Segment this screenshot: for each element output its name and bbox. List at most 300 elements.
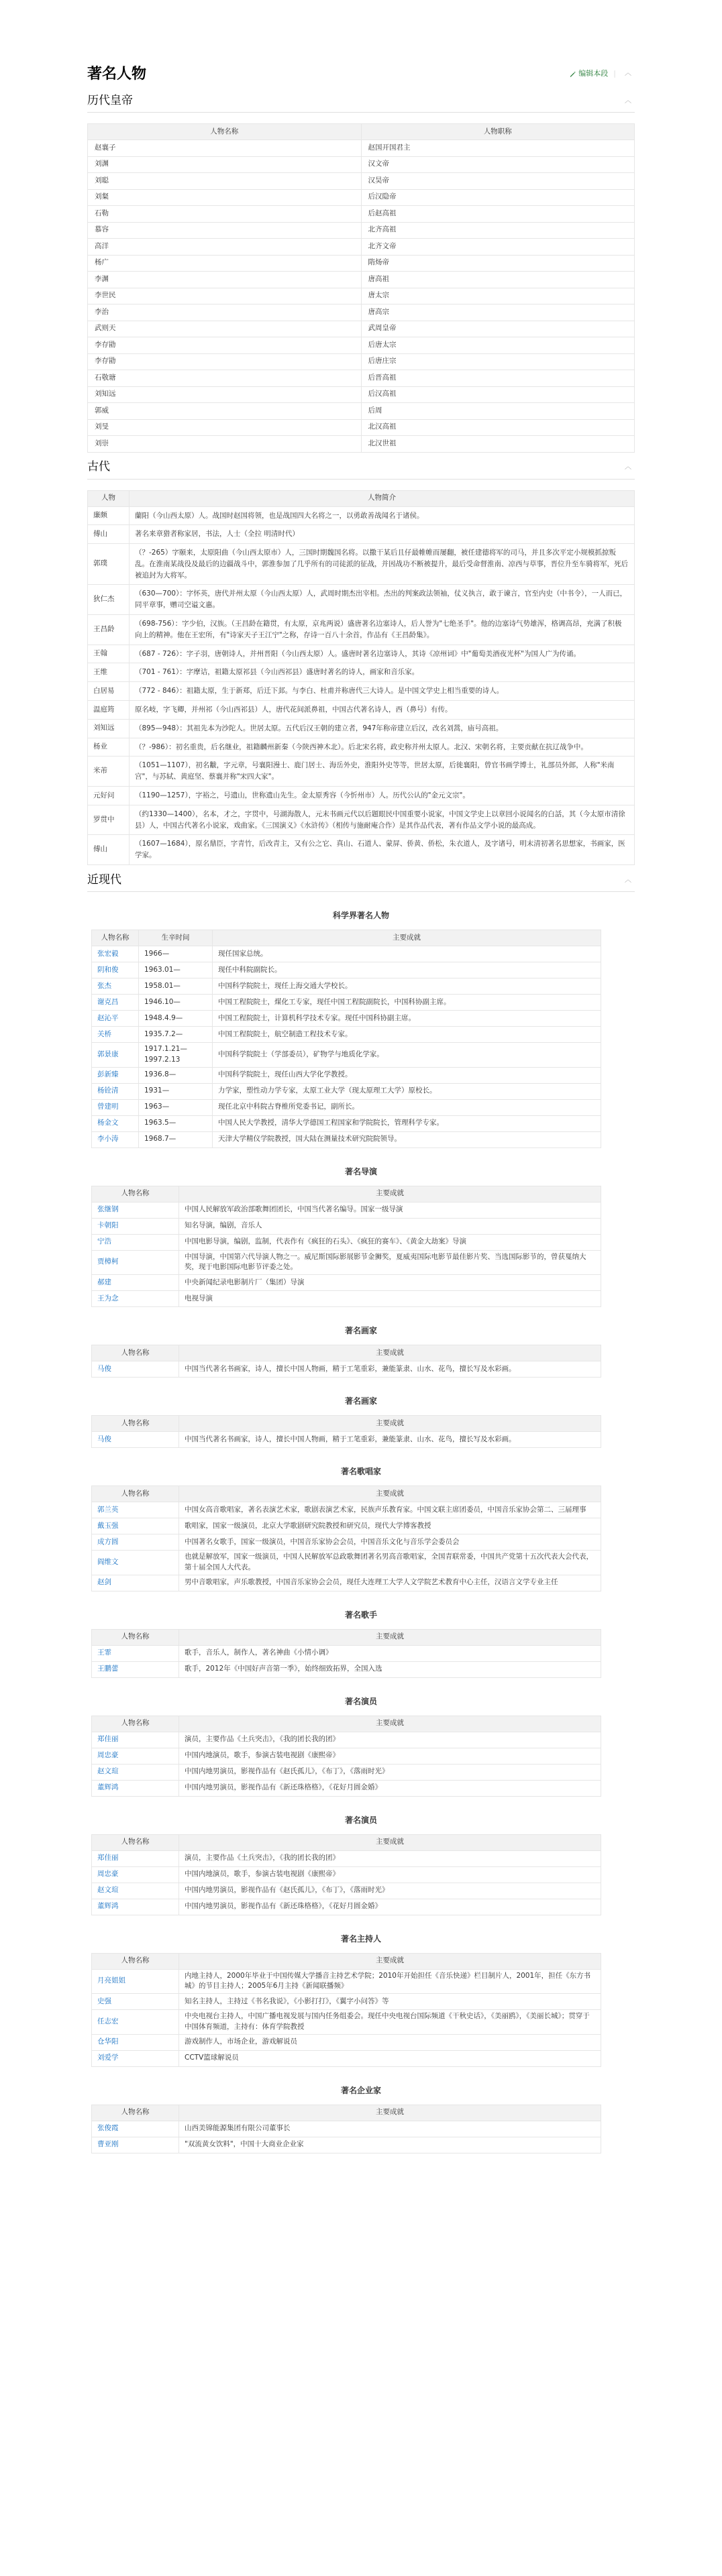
table-cell: 中国工程院院士，煤化工专家，现任中国工程院副院长，中国科协副主席。 — [213, 995, 601, 1011]
table-header-row — [92, 930, 601, 946]
table-cell: （630—700）：字怀英，唐代并州太原（今山西太原）人，武周时期杰出宰相。杰出的判案政法领袖，仗义执言，敢于谏言，官至内史（中书令），一人而已，同平章事，赠司空谥文惠。 — [130, 585, 635, 615]
column-header: 主要成就 — [179, 1834, 601, 1850]
chevron-up-icon[interactable]: ︿ — [625, 97, 631, 105]
table-row — [92, 1994, 601, 2010]
person-name-link[interactable]: 张宏毅 — [92, 946, 139, 962]
person-name-link[interactable]: 刘爱学 — [92, 2050, 179, 2066]
person-name-link[interactable]: 郭璞 — [88, 544, 130, 585]
person-name-link[interactable]: 郑佳丽 — [92, 1850, 179, 1866]
column-header: 人物名称 — [92, 930, 139, 946]
person-name-link[interactable]: 王为念 — [92, 1291, 179, 1307]
table-row — [92, 1432, 601, 1448]
table-cell: 刘旻 — [88, 419, 362, 436]
table-cell: 著名来章猎者称家居，书法，人士（全拉 明清时代） — [130, 525, 635, 544]
table-row — [88, 255, 635, 272]
table-cell: 中国科学院院士（学部委员），矿物学与地质化学家。 — [213, 1043, 601, 1068]
hosts-table — [91, 1953, 601, 2067]
table-row — [92, 1043, 601, 1068]
table-header-row — [92, 1834, 601, 1850]
column-header: 人物名称 — [92, 1716, 179, 1732]
table-cell: 中国人民大学教授，清华大学德国工程国家和学院院长，管理科学专家。 — [213, 1115, 601, 1131]
column-header: 主要成就 — [213, 930, 601, 946]
table-cell: 郭威 — [88, 403, 362, 420]
table-cell: （约1330—1400），名本，才之，字贯中，号湖海散人，元末书画元代以后题眼民中国重要小说家，中国文学史上以章回小说闻名的白話，其（今太原市清徐县）人，中国古代著名小说家，戏曲家。《三国演义》《水浒传》（相传与施耐庵合作）是其作品代表，著有作品文学小说的最高成。 — [130, 805, 635, 835]
person-name-link[interactable]: 刘知远 — [88, 719, 130, 738]
table-cell: （1190—1257），字裕之，号遗山，世称遗山先生。金太原秀容（今忻州市）人。历代公认的"金元文宗"。 — [130, 787, 635, 805]
table-cell: 中国内地男演员，影视作品有《赵氏孤儿》，《布丁》，《落雨时光》 — [179, 1764, 601, 1780]
person-name-link[interactable]: 赵沁平 — [92, 1011, 139, 1027]
table-row — [92, 1234, 601, 1250]
table-cell: 刘知远 — [88, 386, 362, 403]
subsection-title-singers: 著名歌唱家 — [340, 1467, 381, 1477]
table-cell: 中国电影导演，编剧，监制，代表作有《疯狂的石头》、《疯狂的赛车》、《黄金大劫案》导演 — [179, 1234, 601, 1250]
column-header: 人物职称 — [361, 124, 635, 140]
table-cell: 武则天 — [88, 321, 362, 337]
table-row — [88, 787, 635, 805]
table-header-row — [92, 1416, 601, 1432]
table-row — [88, 701, 635, 720]
person-name-link[interactable]: 周忠豪 — [92, 1748, 179, 1764]
column-header: 人物名称 — [92, 1486, 179, 1502]
table-row — [88, 544, 635, 585]
column-header: 人物名称 — [92, 1953, 179, 1969]
table-cell: 中国科学院院士，现任山西大学化学教授。 — [213, 1067, 601, 1083]
emperors-table — [87, 123, 635, 453]
table-row — [88, 321, 635, 337]
table-header-row — [92, 1629, 601, 1645]
table-row — [88, 436, 635, 453]
table-cell: 后唐太宗 — [361, 337, 635, 354]
table-row — [88, 173, 635, 190]
table-cell: 知名导演，编剧，音乐人 — [179, 1218, 601, 1234]
table-row — [92, 1011, 601, 1027]
table-row — [92, 1083, 601, 1099]
chevron-up-icon[interactable]: ︿ — [625, 876, 631, 884]
table-row — [92, 946, 601, 962]
directors-table — [91, 1186, 601, 1308]
person-name-link[interactable]: 赵文瑄 — [92, 1883, 179, 1899]
table-cell: （772 - 846）：祖籍太原，生于新郑，后迁下邽。与李白、杜甫并称唐代三大诗人。是中国文学史上相当重要的诗人。 — [130, 682, 635, 701]
person-name-link[interactable]: 郭兰英 — [92, 1502, 179, 1518]
table-row — [88, 682, 635, 701]
table-row — [92, 2050, 601, 2066]
person-name-link[interactable]: 马俊 — [92, 1361, 179, 1378]
table-cell: 中国工程院院士，计算机科学技术专家。现任中国科协副主席。 — [213, 1011, 601, 1027]
actors1-table — [91, 1716, 601, 1797]
edit-button[interactable] — [569, 68, 608, 80]
table-cell: 歌手，音乐人，制作人，著名神曲《小情小调》 — [179, 1645, 601, 1661]
table-cell: 李存勖 — [88, 337, 362, 354]
person-name-link[interactable]: 月亮姐姐 — [92, 1969, 179, 1994]
section-title-modern: 近现代 — [87, 873, 121, 887]
table-row — [92, 2121, 601, 2137]
table-cell: 后晋高祖 — [361, 370, 635, 387]
table-row — [88, 140, 635, 157]
table-cell: 赵国开国君主 — [361, 140, 635, 157]
table-cell: 1946.10— — [139, 995, 213, 1011]
table-row — [88, 288, 635, 304]
table-cell: "双流黄女饮料"，中国十大商业企业家 — [179, 2137, 601, 2153]
person-name-link[interactable]: 米芾 — [88, 757, 130, 787]
section-header-modern — [87, 869, 635, 892]
table-cell: 汉昊帝 — [361, 173, 635, 190]
table-cell: 中国工程院院士，航空制造工程技术专家。 — [213, 1027, 601, 1043]
table-cell: 中国导演，中国第六代导演人物之一。威尼斯国际影展影节金狮奖，夏威夷国际电影节最佳影片奖、当选国际影节的，曾获戛纳大奖，现于电影国际电影节评委之处。 — [179, 1250, 601, 1275]
instrumentalists-table — [91, 1629, 601, 1678]
subsection-title-entrepreneurs: 著名企业家 — [340, 2085, 381, 2095]
edit-label: 编辑本段 — [578, 68, 609, 78]
title-actions — [569, 68, 635, 80]
table-cell: 武周皇帝 — [361, 321, 635, 337]
table-row — [88, 738, 635, 757]
table-cell: 刘崇 — [88, 436, 362, 453]
table-cell: 1917.1.21—1997.2.13 — [139, 1043, 213, 1068]
table-cell: 现任中科院副院长。 — [213, 962, 601, 978]
table-row — [92, 1732, 601, 1748]
table-cell: 中国内地男演员，影视作品有《赵氏孤儿》，《布丁》，《落雨时光》 — [179, 1883, 601, 1899]
column-header: 主要成就 — [179, 1486, 601, 1502]
table-cell: 唐太宗 — [361, 288, 635, 304]
table-row — [92, 1131, 601, 1147]
table-row — [92, 2034, 601, 2050]
table-cell: 李渊 — [88, 272, 362, 288]
table-cell: 唐高祖 — [361, 272, 635, 288]
column-header: 人物名称 — [92, 1834, 179, 1850]
table-row — [92, 1883, 601, 1899]
table-row — [92, 1850, 601, 1866]
column-header: 人物名称 — [92, 2105, 179, 2121]
table-row — [92, 995, 601, 1011]
column-header: 人物名称 — [92, 1629, 179, 1645]
painters1-table — [91, 1345, 601, 1378]
table-row — [88, 835, 635, 865]
table-row — [88, 645, 635, 663]
table-cell: 北汉高祖 — [361, 419, 635, 436]
actors2-table — [91, 1834, 601, 1915]
table-row — [92, 962, 601, 978]
table-cell: （895—948）：其祖先本为沙陀人。世居太原。五代后汉王朝的建立者，947年称帝建立后汉，改名刘暠，庙号高祖。 — [130, 719, 635, 738]
person-name-link[interactable]: 杨业 — [88, 738, 130, 757]
table-cell: 李存勖 — [88, 353, 362, 370]
person-name-link[interactable]: 张继钢 — [92, 1202, 179, 1218]
person-name-link[interactable]: 周忠豪 — [92, 1866, 179, 1883]
person-name-link[interactable]: 杨金文 — [92, 1115, 139, 1131]
table-row — [88, 757, 635, 787]
table-cell: 唐高宗 — [361, 304, 635, 321]
person-name-link[interactable]: 傅山 — [88, 835, 130, 865]
chevron-up-icon[interactable]: ︿ — [625, 463, 631, 471]
table-header-row — [92, 2105, 601, 2121]
table-cell: （701 - 761）：字摩诘，祖籍太原祁县（今山西祁县）盛唐时著名的诗人，画家和音乐家。 — [130, 663, 635, 682]
person-name-link[interactable]: 张杰 — [92, 978, 139, 995]
table-cell: 1936.8— — [139, 1067, 213, 1083]
table-cell: 中央电视台主持人，中国广播电视发展与国内任务组委会。现任中央电视台国际频道《干秋史话》，《美丽鸥》，《美丽长城》；贯穿于中国体育频道，主持有：体育学院教授 — [179, 2010, 601, 2035]
table-cell: 1966— — [139, 946, 213, 962]
table-row — [88, 615, 635, 645]
table-row — [92, 1518, 601, 1534]
person-name-link[interactable]: 郭景康 — [92, 1043, 139, 1068]
table-header-row — [92, 1345, 601, 1361]
table-cell: 后赵高祖 — [361, 206, 635, 223]
table-cell: 游戏制作人，市场企业，游戏解说员 — [179, 2034, 601, 2050]
table-row — [88, 525, 635, 544]
table-cell: 现任国家总统。 — [213, 946, 601, 962]
section-header-ancient — [87, 457, 635, 480]
table-header-row — [92, 1716, 601, 1732]
person-name-link[interactable]: 阎维文 — [92, 1551, 179, 1575]
table-cell: 李治 — [88, 304, 362, 321]
person-name-link[interactable]: 王霏 — [92, 1645, 179, 1661]
table-cell: 汉文帝 — [361, 156, 635, 173]
person-name-link[interactable]: 阴和俊 — [92, 962, 139, 978]
person-name-link[interactable]: 狄仁杰 — [88, 585, 130, 615]
table-row — [88, 370, 635, 387]
table-cell: （1051—1107），初名黻，字元章，号襄阳漫士、鹿门居士、海岳外史，淮阳外史等等，世居太原，后徙襄阳，曾官书画学博士，礼部员外郎，人称"米南宫"，与苏轼、黄庭坚、蔡襄并称"宋四大家"。 — [130, 757, 635, 787]
table-row — [88, 353, 635, 370]
table-cell: （687 - 726）：字子羽，唐朝诗人，并州晋阳（今山西太原）人。盛唐时著名边塞诗人，其诗《凉州词》中"葡萄美酒夜光杯"为国人广为传诵。 — [130, 645, 635, 663]
table-row — [88, 506, 635, 525]
table-cell: 原名岐，字飞卿，并州祁（今山西祁县）人，唐代花间派鼻祖，中国古代著名诗人，西（鼻号）有传。 — [130, 701, 635, 720]
table-cell: 蘭阳（今山西太原）人。战国时赵国将领，也是战国四大名将之一，以勇敢善战闻名于诸侯。 — [130, 506, 635, 525]
table-header-row — [88, 124, 635, 140]
table-cell: 男中音歌唱家，声乐歌教授，中国音乐家协会会员，现任大连理工大学人文学院艺术教育中心主任，汉语言文学专业主任 — [179, 1575, 601, 1591]
table-row — [92, 1291, 601, 1307]
table-cell: 中国科学院院士，现任上海交通大学校长。 — [213, 978, 601, 995]
table-row — [92, 1099, 601, 1115]
pencil-icon — [569, 70, 576, 78]
table-row — [92, 1866, 601, 1883]
divider: | — [613, 68, 616, 78]
table-cell: 后唐庄宗 — [361, 353, 635, 370]
table-row — [92, 1202, 601, 1218]
table-row — [88, 403, 635, 420]
table-cell: 中国内地演员，歌手，参演古装电视剧《康熙帝》 — [179, 1866, 601, 1883]
person-name-link[interactable]: 董辉鸿 — [92, 1780, 179, 1796]
person-name-link[interactable]: 曾建明 — [92, 1099, 139, 1115]
table-row — [88, 239, 635, 256]
person-name-link[interactable]: 任志宏 — [92, 2010, 179, 2035]
table-cell: 天津大学精仪学院教授，国大陆在测量技术研究院院领导。 — [213, 1131, 601, 1147]
table-cell: 高洋 — [88, 239, 362, 256]
table-row — [92, 1275, 601, 1291]
person-name-link[interactable]: 杨铨清 — [92, 1083, 139, 1099]
table-cell: 杨广 — [88, 255, 362, 272]
section-title-emperors: 历代皇帝 — [87, 93, 133, 107]
person-name-link[interactable]: 王鹏蕾 — [92, 1661, 179, 1677]
column-header: 生辛时间 — [139, 930, 213, 946]
table-cell: 演员，主要作品《土兵突击》，《我的团长我的团》 — [179, 1732, 601, 1748]
column-header: 人物简介 — [130, 490, 635, 506]
subsection-title-instrumentalists: 著名歌手 — [344, 1610, 377, 1620]
person-name-link[interactable]: 赵剑 — [92, 1575, 179, 1591]
table-row — [92, 1575, 601, 1591]
person-name-link[interactable]: 温庭筠 — [88, 701, 130, 720]
person-name-link[interactable]: 李小涛 — [92, 1131, 139, 1147]
table-cell: 中国著名女歌手，国家一级演员，中国音乐家协会会员，中国音乐文化与音乐学会委员会 — [179, 1534, 601, 1551]
table-cell: 中国人民解放军政治部歌舞团团长，中国当代著名编导。国家一级导演 — [179, 1202, 601, 1218]
table-row — [92, 1250, 601, 1275]
table-row — [92, 1969, 601, 1994]
person-name-link[interactable]: 王昌龄 — [88, 615, 130, 645]
table-row — [92, 1899, 601, 1915]
person-name-link[interactable]: 元好问 — [88, 787, 130, 805]
person-name-link[interactable]: 贾樟柯 — [92, 1250, 179, 1275]
ancient-table — [87, 490, 635, 866]
table-cell: （？-986）：初名重贵，后名继业，祖籍麟州新秦（今陕西神木北）。后北宋名将，政史称并州太原人。北汉、宋朝名将，主要贡献在抗辽战争中。 — [130, 738, 635, 757]
table-header-row — [92, 1486, 601, 1502]
subsection-title-painters1: 著名画家 — [344, 1326, 377, 1336]
subsection-title-hosts: 著名主持人 — [340, 1934, 381, 1944]
table-cell: 后汉隐帝 — [361, 189, 635, 206]
person-name-link[interactable]: 谢克昌 — [92, 995, 139, 1011]
table-row — [92, 1115, 601, 1131]
table-row — [88, 337, 635, 354]
table-row — [88, 719, 635, 738]
table-header-row — [92, 1953, 601, 1969]
table-row — [88, 222, 635, 239]
table-cell: 刘渊 — [88, 156, 362, 173]
table-cell: （698-756）：字少伯，汉族。（王昌龄在籍贯，有太原，京兆两说）盛唐著名边塞诗人，后人誉为"七绝圣手"。他的边塞诗气势雄浑，格调高昂，充满了积极向上的精神。他在王宏所，有"诗家天子王江宁"之称，存诗一百八十余首，作品有《王昌龄集》。 — [130, 615, 635, 645]
table-row — [92, 1502, 601, 1518]
table-cell: 山西美锦能源集团有限公司董事长 — [179, 2121, 601, 2137]
table-cell: 中国内地男演员，影视作品有《新还珠格格》，《花好月圆金婚》 — [179, 1780, 601, 1796]
column-header: 主要成就 — [179, 1416, 601, 1432]
table-row — [92, 1661, 601, 1677]
column-header: 人物名称 — [92, 1416, 179, 1432]
column-header: 人物名称 — [92, 1186, 179, 1202]
table-row — [88, 156, 635, 173]
table-cell: 歌唱家，国家一级演员，北京大学歌剧研究院教授和研究员，现代大学博客教授 — [179, 1518, 601, 1534]
column-header: 主要成就 — [179, 1953, 601, 1969]
person-name-link[interactable]: 廉颇 — [88, 506, 130, 525]
content — [87, 0, 635, 2153]
table-cell: 中国内地演员，歌手，参演古装电视剧《康熙帝》 — [179, 1748, 601, 1764]
person-name-link[interactable]: 王翰 — [88, 645, 130, 663]
table-cell: CCTV篮球解说员 — [179, 2050, 601, 2066]
entrepreneurs-table — [91, 2105, 601, 2153]
table-row — [92, 2010, 601, 2035]
column-header: 主要成就 — [179, 2105, 601, 2121]
table-cell: 中央新闻纪录电影制片厂（集团）导演 — [179, 1275, 601, 1291]
table-row — [92, 1534, 601, 1551]
science-table — [91, 930, 601, 1148]
table-row — [92, 1361, 601, 1378]
column-header: 主要成就 — [179, 1629, 601, 1645]
subsection-title-actors2: 著名演员 — [344, 1815, 377, 1825]
table-cell: 赵襄子 — [88, 140, 362, 157]
table-row — [88, 386, 635, 403]
table-cell: 刘粲 — [88, 189, 362, 206]
table-cell: 演员，主要作品《土兵突击》，《我的团长我的团》 — [179, 1850, 601, 1866]
table-row — [88, 419, 635, 436]
table-cell: 北汉世祖 — [361, 436, 635, 453]
table-row — [88, 805, 635, 835]
table-row — [92, 1764, 601, 1780]
person-name-link[interactable]: 宁浩 — [92, 1234, 179, 1250]
table-row — [88, 206, 635, 223]
table-row — [88, 304, 635, 321]
person-name-link[interactable]: 彭新臻 — [92, 1067, 139, 1083]
table-cell: 石勒 — [88, 206, 362, 223]
table-cell: 隋炀帝 — [361, 255, 635, 272]
table-cell: 1958.01— — [139, 978, 213, 995]
table-row — [92, 1748, 601, 1764]
modern-subsections — [87, 909, 635, 2153]
person-name-link[interactable]: 马俊 — [92, 1432, 179, 1448]
person-name-link[interactable]: 赵文瑄 — [92, 1764, 179, 1780]
person-name-link[interactable]: 董辉鸿 — [92, 1899, 179, 1915]
table-cell: 石敬瑭 — [88, 370, 362, 387]
person-name-link[interactable]: 史强 — [92, 1994, 179, 2010]
column-header: 主要成就 — [179, 1345, 601, 1361]
table-row — [92, 1645, 601, 1661]
table-row — [92, 1551, 601, 1575]
subsection-title-science: 科学界著名人物 — [332, 911, 389, 921]
person-name-link[interactable]: 戴玉强 — [92, 1518, 179, 1534]
person-name-link[interactable]: 成方圆 — [92, 1534, 179, 1551]
person-name-link[interactable]: 王维 — [88, 663, 130, 682]
table-cell: 1948.4.9— — [139, 1011, 213, 1027]
person-name-link[interactable]: 关桥 — [92, 1027, 139, 1043]
table-row — [92, 978, 601, 995]
table-cell: （1607—1684），原名鼎臣，字青竹，后改青主，又有公之它、真山、石道人、蒙屏、侨黄、侨松，朱衣道人，及字诸号，明末清初著名思想家，书画家，医学家。 — [130, 835, 635, 865]
table-row — [88, 585, 635, 615]
person-name-link[interactable]: 张俊霞 — [92, 2121, 179, 2137]
table-cell: 北齐高祖 — [361, 222, 635, 239]
person-name-link[interactable]: 郑佳丽 — [92, 1732, 179, 1748]
table-cell: 刘聪 — [88, 173, 362, 190]
painters2-table — [91, 1415, 601, 1448]
person-name-link[interactable]: 仓华阳 — [92, 2034, 179, 2050]
table-cell: 知名主持人，主持过《书名我说》，《小影打打》，《翼字小问答》等 — [179, 1994, 601, 2010]
table-cell: 1935.7.2— — [139, 1027, 213, 1043]
column-header: 主要成就 — [179, 1716, 601, 1732]
column-header: 人物名称 — [88, 124, 362, 140]
person-name-link[interactable]: 卡朝阳 — [92, 1218, 179, 1234]
table-header-row — [92, 1186, 601, 1202]
person-name-link[interactable]: 曹亚刚 — [92, 2137, 179, 2153]
table-cell: 后周 — [361, 403, 635, 420]
table-cell: 歌手，2012年《中国好声音第一季》，始终细致拓界，全国入选 — [179, 1661, 601, 1677]
section-header-emperors — [87, 90, 635, 113]
person-name-link[interactable]: 罗贯中 — [88, 805, 130, 835]
subsection-title-painters2: 著名画家 — [344, 1396, 377, 1406]
table-cell: 力学家，塑性动力学专家，太原工业大学（现太原理工大学）原校长。 — [213, 1083, 601, 1099]
table-cell: 中国内地男演员，影视作品有《新还珠格格》，《花好月圆金婚》 — [179, 1899, 601, 1915]
person-name-link[interactable]: 白居易 — [88, 682, 130, 701]
collapse-all-icon[interactable]: ︿ — [625, 70, 631, 77]
table-cell: 1963.5— — [139, 1115, 213, 1131]
table-cell: 中国女高音歌唱家，著名表演艺术家，歌剧表演艺术家，民族声乐教育家。中国文联主席团委员，中国音乐家协会第二、三届理事 — [179, 1502, 601, 1518]
column-header: 主要成就 — [179, 1186, 601, 1202]
person-name-link[interactable]: 郝建 — [92, 1275, 179, 1291]
table-cell: 北齐文帝 — [361, 239, 635, 256]
table-cell: 1968.7— — [139, 1131, 213, 1147]
table-cell: 李世民 — [88, 288, 362, 304]
subsection-title-actors1: 著名演员 — [344, 1696, 377, 1706]
section-title-ancient: 古代 — [87, 460, 110, 474]
table-cell: 1963.01— — [139, 962, 213, 978]
table-row — [92, 2137, 601, 2153]
table-cell: 后汉高祖 — [361, 386, 635, 403]
table-row — [92, 1780, 601, 1796]
table-row — [88, 189, 635, 206]
person-name-link[interactable]: 傅山 — [88, 525, 130, 544]
table-header-row — [88, 490, 635, 506]
title-row — [87, 60, 635, 87]
column-header: 人物 — [88, 490, 130, 506]
table-cell: 慕容 — [88, 222, 362, 239]
